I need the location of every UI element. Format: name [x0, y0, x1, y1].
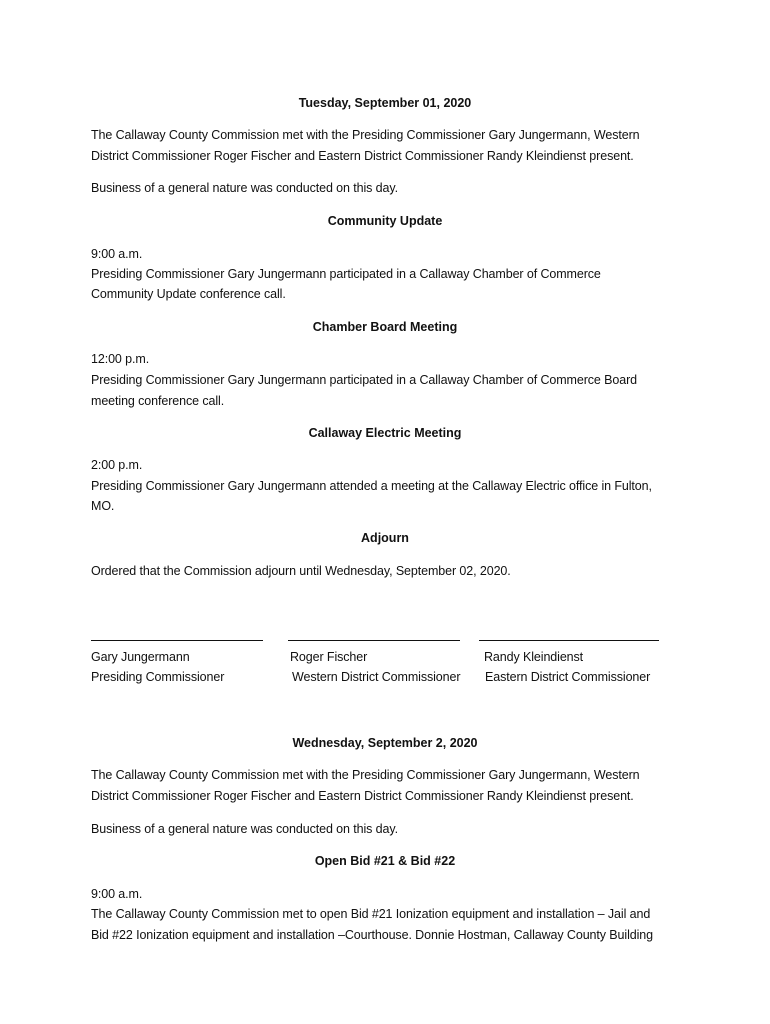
intro-line-2: District Commissioner Roger Fischer and Eastern District Commissioner Randy Kleindienst present.: [91, 149, 634, 163]
date-heading-sep-2: Wednesday, September 2, 2020: [292, 736, 478, 750]
section-time: 2:00 p.m.: [91, 458, 143, 472]
signer-name: Randy Kleindienst: [484, 650, 584, 664]
signer-title: Presiding Commissioner: [91, 670, 225, 684]
signature-line: [288, 640, 460, 641]
signer-title: Eastern District Commissioner: [485, 670, 651, 684]
section-text-line-1: Presiding Commissioner Gary Jungermann participated in a Callaway Chamber of Commerce: [91, 267, 601, 281]
signer-title: Western District Commissioner: [292, 670, 461, 684]
section-text-line-2: MO.: [91, 499, 115, 513]
section-text-line-1: Presiding Commissioner Gary Jungermann participated in a Callaway Chamber of Commerce Board: [91, 373, 637, 387]
adjourn-heading: Adjourn: [361, 531, 409, 545]
business-text: Business of a general nature was conducted on this day.: [91, 181, 398, 195]
section-time: 9:00 a.m.: [91, 887, 143, 901]
adjourn-text: Ordered that the Commission adjourn until Wednesday, September 02, 2020.: [91, 564, 511, 578]
signature-line: [181, 640, 263, 641]
section-heading-open-bid: Open Bid #21 & Bid #22: [314, 854, 456, 868]
signature-line: [91, 640, 181, 641]
intro-line-1: The Callaway County Commission met with the Presiding Commissioner Gary Jungermann, Western: [91, 768, 640, 782]
section-text-line-2: meeting conference call.: [91, 394, 225, 408]
signer-name: Roger Fischer: [290, 650, 368, 664]
section-time: 12:00 p.m.: [91, 352, 150, 366]
section-time: 9:00 a.m.: [91, 247, 143, 261]
business-text: Business of a general nature was conducted on this day.: [91, 822, 398, 836]
intro-line-1: The Callaway County Commission met with the Presiding Commissioner Gary Jungermann, Western: [91, 128, 640, 142]
section-heading-chamber-board: Chamber Board Meeting: [312, 320, 458, 334]
intro-line-2: District Commissioner Roger Fischer and Eastern District Commissioner Randy Kleindienst present.: [91, 789, 634, 803]
section-heading-community-update: Community Update: [327, 214, 443, 228]
section-text-line-2: Community Update conference call.: [91, 287, 286, 301]
section-text-line-1: The Callaway County Commission met to open Bid #21 Ionization equipment and installation – Jail and: [91, 907, 651, 921]
section-text-line-1: Presiding Commissioner Gary Jungermann attended a meeting at the Callaway Electric office in Fulton,: [91, 479, 652, 493]
signer-name: Gary Jungermann: [91, 650, 190, 664]
section-heading-callaway-electric: Callaway Electric Meeting: [308, 426, 462, 440]
signature-line: [479, 640, 514, 641]
date-heading-sep-1: Tuesday, September 01, 2020: [298, 96, 472, 110]
signature-line: [514, 640, 659, 641]
section-text-line-2: Bid #22 Ionization equipment and installation –Courthouse. Donnie Hostman, Callaway County Building: [91, 928, 653, 942]
